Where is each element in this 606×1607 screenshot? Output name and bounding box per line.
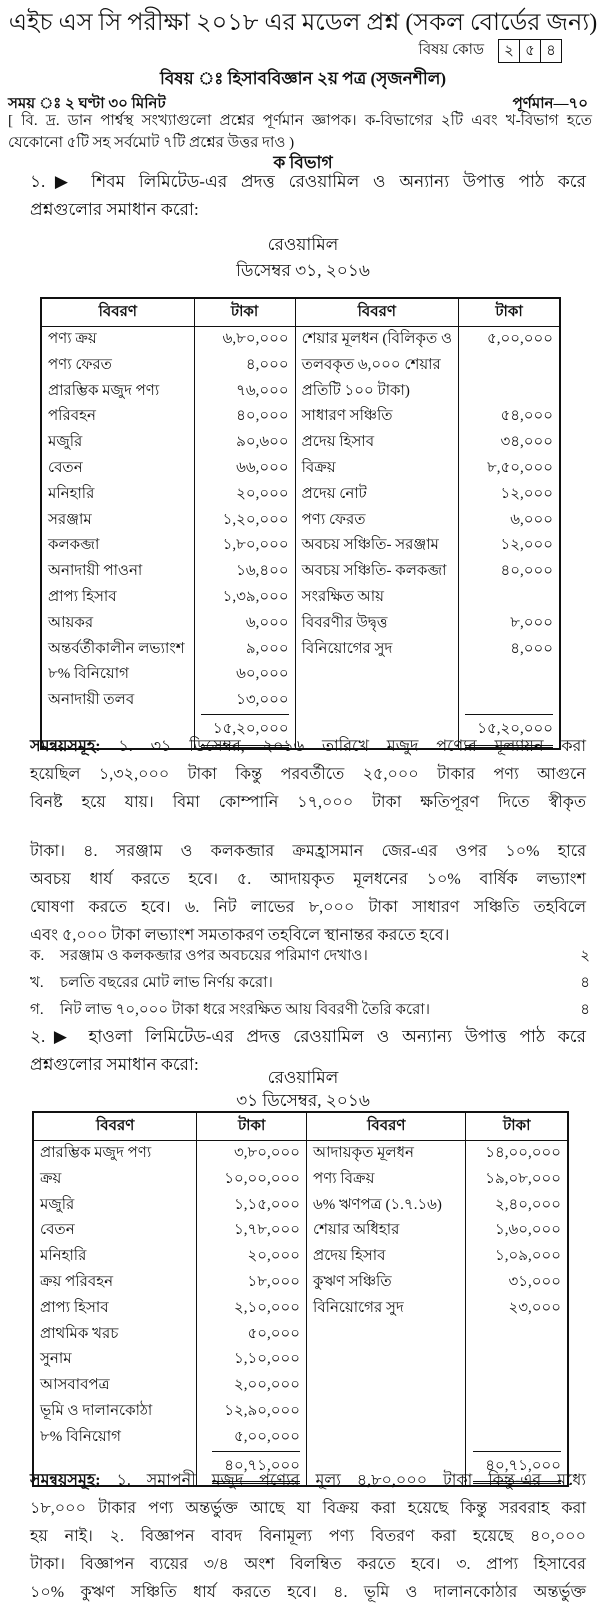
amount-cell [466, 1373, 568, 1399]
amount-cell: ১,৬০,০০০ [466, 1218, 568, 1244]
q1-intro-line: ১.▶ শিবম লিমিটেড-এর প্রদত্ত রেওয়ামিল ও অন্যান্য উপাত্ত পাঠ করে [30, 172, 586, 191]
q1-table-date: ডিসেম্বর ৩১, ২০১৬ [236, 261, 370, 280]
particulars-cell: মজুরি [41, 430, 194, 456]
q1-intro-line: প্রশ্নগুলোর সমাধান করো: [30, 200, 199, 219]
q1-intro [30, 168, 586, 224]
q2-trial-balance-table [32, 1111, 569, 1487]
particulars-cell: অনাদায়ী পাওনা [41, 559, 194, 585]
amount-cell [466, 1399, 568, 1425]
col-header: বিবরণ [41, 298, 194, 327]
question-item [30, 943, 590, 970]
note-line: যেকোনো ৫টি সহ সর্বমোট ৭টি প্রশ্নের উত্তর দাও ) [8, 135, 295, 151]
amount-cell: ১,১০,০০০ [197, 1347, 307, 1373]
subject-code-label: বিষয় কোড [418, 42, 484, 58]
amount-cell: ১,২০,০০০ [194, 508, 295, 534]
question-label: খ. [30, 975, 44, 991]
table-row [33, 1167, 568, 1193]
particulars-cell [307, 1425, 466, 1451]
section-heading: ক বিভাগ [273, 153, 333, 172]
particulars-cell [307, 1373, 466, 1399]
adj-text: ১. ৩১ ডিসেম্বর, ২০১৬ তারিখে মজুদ পণ্যের মূল্যায়ন করা [100, 738, 586, 755]
q2-intro-line: ২.▶ হাওলা লিমিটেড-এর প্রদত্ত রেওয়ামিল ও অন্যান্য উপাত্ত পাঠ করে [30, 1027, 586, 1046]
particulars-cell: প্রদেয় হিসাব [295, 430, 458, 456]
table-row [41, 353, 560, 379]
amount-cell: ৬,০০০ [459, 508, 561, 534]
amount-cell: ৩১,০০০ [466, 1270, 568, 1296]
table-row [41, 662, 560, 688]
amount-cell: ১,৭৮,০০০ [197, 1218, 307, 1244]
amount-cell: ৬৬,০০০ [194, 456, 295, 482]
particulars-cell [295, 688, 458, 714]
amount-cell: ১২,০০০ [459, 533, 561, 559]
question-text: চলতি বছরের মোট লাভ নির্ণয় করো। [60, 975, 273, 991]
particulars-cell: ক্রয় পরিবহন [33, 1270, 197, 1296]
particulars-cell: বিনিয়োগের সুদ [295, 637, 458, 663]
amount-cell: ১৪,০০,০০০ [466, 1141, 568, 1167]
particulars-cell: শেয়ার অধিহার [307, 1218, 466, 1244]
exam-time: সময় ঃ ২ ঘণ্টা ৩০ মিনিট [8, 96, 166, 112]
particulars-cell: অন্তর্বর্তীকালীন লভ্যাংশ [41, 637, 194, 663]
particulars-cell: ৮% বিনিয়োগ [41, 662, 194, 688]
amount-cell: ৬,০০০ [194, 611, 295, 637]
adj-line: হয়েছিল ১,৩২,০০০ টাকা কিন্তু পরবর্তীতে ২৫,০০০ টাকার পণ্য আগুনে [30, 766, 586, 783]
subject-code [419, 38, 562, 63]
particulars-cell: কলকব্জা [41, 533, 194, 559]
adj-line: হয় নাই। ২. বিজ্ঞাপন বাবদ বিনামূল্য পণ্য বিতরণ করা হয়েছে ৪০,০০০ [30, 1528, 586, 1545]
particulars-cell: প্রারম্ভিক মজুদ পণ্য [41, 379, 194, 405]
question-text: নিট লাভ ৭০,০০০ টাকা ধরে সংরক্ষিত আয় বিবরণী তৈরি করো। [60, 1002, 431, 1018]
amount-cell: ৬০,০০০ [194, 662, 295, 688]
col-header: টাকা [466, 1112, 568, 1141]
table-row [41, 688, 560, 714]
amount-cell: ৮,৫০,০০০ [459, 456, 561, 482]
exam-title: এইচ এস সি পরীক্ষা ২০১৮ এর মডেল প্রশ্ন (সকল বোর্ডের জন্য) [8, 10, 598, 36]
particulars-cell: মনিহারি [33, 1244, 197, 1270]
note-line: [ বি. দ্র. ডান পার্শ্বস্থ সংখ্যাগুলো প্রশ্নের পূর্ণমান জ্ঞাপক। ক-বিভাগের ২টি এবং খ-বিভাগ হতে [8, 113, 592, 129]
amount-cell: ৫৪,০০০ [459, 404, 561, 430]
col-header: বিবরণ [33, 1112, 197, 1141]
amount-cell: ১৬,৪০০ [194, 559, 295, 585]
question-item [30, 997, 590, 1024]
amount-cell: ১৯,০৮,০০০ [466, 1167, 568, 1193]
q1-adjustments-a [30, 733, 586, 817]
table-row [33, 1141, 568, 1167]
question-label: গ. [30, 1002, 44, 1018]
table-row [41, 430, 560, 456]
amount-cell: ১,৮০,০০০ [194, 533, 295, 559]
total-amount: ৪০,৭১,০০০ [212, 1451, 300, 1485]
amount-cell: ১,৩৯,০০০ [194, 585, 295, 611]
amount-cell [466, 1347, 568, 1373]
adj-line: টাকা। বিজ্ঞাপন ব্যয়ের ৩/৪ অংশ বিলম্বিত করতে হবে। ৩. প্রাপ্য হিসাবের [30, 1556, 586, 1573]
amount-cell: ২০,০০০ [194, 482, 295, 508]
particulars-cell: আয়কর [41, 611, 194, 637]
particulars-cell: প্রাপ্য হিসাব [33, 1296, 197, 1322]
particulars-cell: সাধারণ সঞ্চিতি [295, 404, 458, 430]
amount-cell: ১২,৯০,০০০ [197, 1399, 307, 1425]
adj-heading: সমন্বয়সমূহ: [30, 1472, 101, 1489]
table-row [41, 611, 560, 637]
adj-heading: সমন্বয়সমূহ: [30, 738, 101, 755]
amount-cell: ৭৬,০০০ [194, 379, 295, 405]
amount-cell: ৫,০০,০০০ [459, 327, 561, 353]
amount-cell: ৮,০০০ [459, 611, 561, 637]
table-row [33, 1244, 568, 1270]
code-digit: ৪ [540, 40, 561, 62]
adj-line [30, 1467, 586, 1495]
particulars-cell: পরিবহন [41, 404, 194, 430]
amount-cell [466, 1425, 568, 1451]
amount-cell: ৩৪,০০০ [459, 430, 561, 456]
amount-cell: ২,১০,০০০ [197, 1296, 307, 1322]
q2-adjustments [30, 1467, 586, 1607]
particulars-cell: বিবরণীর উদ্বৃত্ত [295, 611, 458, 637]
adj-line: ১৮,০০০ টাকার পণ্য অন্তর্ভুক্ত আছে যা বিক্রয় করা হয়েছে কিন্তু সরবরাহ করা [30, 1500, 586, 1517]
particulars-cell: প্রারম্ভিক মজুদ পণ্য [33, 1141, 197, 1167]
particulars-cell: পণ্য ফেরত [295, 508, 458, 534]
particulars-cell [295, 662, 458, 688]
particulars-cell: অবচয় সঞ্চিতি- কলকব্জা [295, 559, 458, 585]
table-row [33, 1322, 568, 1348]
q2-intro-line: প্রশ্নগুলোর সমাধান করো: [30, 1055, 199, 1074]
total-amount: ৪০,৭১,০০০ [473, 1451, 561, 1485]
particulars-cell: অবচয় সঞ্চিতি- সরঞ্জাম [295, 533, 458, 559]
amount-cell: ৫০,০০০ [197, 1322, 307, 1348]
particulars-cell: প্রাপ্য হিসাব [41, 585, 194, 611]
table-row [33, 1270, 568, 1296]
particulars-cell: তলবকৃত ৬,০০০ শেয়ার [295, 353, 458, 379]
particulars-cell [307, 1322, 466, 1348]
amount-cell: ১২,০০০ [459, 482, 561, 508]
particulars-cell: মনিহারি [41, 482, 194, 508]
subject-code-box [498, 39, 562, 63]
particulars-cell: বিক্রয় [295, 456, 458, 482]
amount-cell: ৩,৮০,০০০ [197, 1141, 307, 1167]
amount-cell: ২০,০০০ [197, 1244, 307, 1270]
adj-line: বিনষ্ট হয়ে যায়। বিমা কোম্পানি ১৭,০০০ টাকা ক্ষতিপূরণ দিতে স্বীকৃত [30, 794, 586, 811]
subject-heading: বিষয় ঃ হিসাববিজ্ঞান ২য় পত্র (সৃজনশীল) [159, 69, 447, 88]
amount-cell: ১৩,০০০ [194, 688, 295, 714]
q1-table-title: রেওয়ামিল [267, 235, 339, 254]
code-digit: ২ [504, 42, 514, 59]
q1-questions [30, 943, 590, 1024]
amount-cell [466, 1322, 568, 1348]
q2-table-title: রেওয়ামিল [267, 1068, 339, 1087]
particulars-cell: প্রাথমিক খরচ [33, 1322, 197, 1348]
col-header: টাকা [459, 298, 561, 327]
question-marks: ৪ [580, 1002, 590, 1018]
amount-cell [459, 662, 561, 688]
amount-cell: ৪০,০০০ [459, 559, 561, 585]
q1-adjustments-b [30, 838, 586, 950]
total-amount: ১৫,২০,০০০ [201, 714, 289, 748]
question-marks: ৪ [580, 975, 590, 991]
full-marks: পূর্ণমান—৭০ [512, 96, 588, 112]
particulars-cell: সরঞ্জাম [41, 508, 194, 534]
amount-cell [459, 353, 561, 379]
adj-line: ঘোষণা করতে হবে। ৬. নিট লাভের ৮,০০০ টাকা সাধারণ সঞ্চিতি তহবিলে [30, 899, 586, 916]
question-label: ক. [30, 948, 45, 964]
col-header: টাকা [194, 298, 295, 327]
particulars-cell: পণ্য ফেরত [41, 353, 194, 379]
table-row [41, 404, 560, 430]
amount-cell: ৯,০০০ [194, 637, 295, 663]
adj-line: টাকা। ৪. সরঞ্জাম ও কলকব্জার ক্রমহ্রাসমান জের-এর ওপর ১০% হারে [30, 843, 586, 860]
particulars-cell: ভূমি ও দালানকোঠা [33, 1399, 197, 1425]
amount-cell [459, 688, 561, 714]
table-row [41, 585, 560, 611]
particulars-cell: ক্রয় [33, 1167, 197, 1193]
amount-cell: ৬,৮০,০০০ [194, 327, 295, 353]
particulars-cell: পণ্য বিক্রয় [307, 1167, 466, 1193]
amount-cell [459, 585, 561, 611]
particulars-cell: বিনিয়োগের সুদ [307, 1296, 466, 1322]
adj-line: অবচয় ধার্য করতে হবে। ৫. আদায়কৃত মূলধনের ১০% বার্ষিক লভ্যাংশ [30, 871, 586, 888]
col-header: বিবরণ [295, 298, 458, 327]
question-text: সরঞ্জাম ও কলকব্জার ওপর অবচয়ের পরিমাণ দেখাও। [60, 948, 368, 964]
table-row [41, 533, 560, 559]
table-row [33, 1373, 568, 1399]
particulars-cell: কুঋণ সঞ্চিতি [307, 1270, 466, 1296]
adj-text: ১. সমাপনী মজুদ পণ্যের মূল্য ৪,৮০,০০০ টাকা কিন্তু-এর মধ্যে [100, 1472, 586, 1489]
q1-trial-balance-table [40, 297, 561, 750]
amount-cell: ৪,০০০ [459, 637, 561, 663]
table-row [33, 1193, 568, 1219]
particulars-cell: আসবাবপত্র [33, 1373, 197, 1399]
question-marks: ২ [580, 948, 590, 964]
amount-cell: ১০,০০,০০০ [197, 1167, 307, 1193]
adj-line [30, 733, 586, 761]
table-row [33, 1296, 568, 1322]
particulars-cell: মজুরি [33, 1193, 197, 1219]
code-digit: ৫ [519, 40, 540, 62]
table-row [41, 559, 560, 585]
amount-cell: ২,৪০,০০০ [466, 1193, 568, 1219]
table-header-row [41, 298, 560, 327]
particulars-cell: বেতন [33, 1218, 197, 1244]
amount-cell: ৯০,৬০০ [194, 430, 295, 456]
total-amount: ১৫,২০,০০০ [465, 714, 553, 748]
amount-cell: ৪,০০০ [194, 353, 295, 379]
particulars-cell: প্রদেয় নোট [295, 482, 458, 508]
amount-cell: ১৮,০০০ [197, 1270, 307, 1296]
question-item [30, 970, 590, 997]
particulars-cell: শেয়ার মূলধন (বিলিকৃত ও [295, 327, 458, 353]
table-row [41, 379, 560, 405]
particulars-cell [307, 1347, 466, 1373]
particulars-cell: সুনাম [33, 1347, 197, 1373]
amount-cell: ২৩,০০০ [466, 1296, 568, 1322]
particulars-cell: প্রদেয় হিসাব [307, 1244, 466, 1270]
particulars-cell: ৬% ঋণপত্র (১.৭.১৬) [307, 1193, 466, 1219]
particulars-cell: অনাদায়ী তলব [41, 688, 194, 714]
table-row [41, 327, 560, 353]
table-row [33, 1399, 568, 1425]
particulars-cell: সংরক্ষিত আয় [295, 585, 458, 611]
table-header-row [33, 1112, 568, 1141]
particulars-cell: বেতন [41, 456, 194, 482]
table-row [33, 1425, 568, 1451]
table-row [33, 1347, 568, 1373]
amount-cell [459, 379, 561, 405]
adj-line: এবং ৫,০০০ টাকা লভ্যাংশ সমতাকরণ তহবিলে স্থানান্তর করতে হবে। [30, 927, 450, 944]
col-header: বিবরণ [307, 1112, 466, 1141]
amount-cell: ১,১৫,০০০ [197, 1193, 307, 1219]
adj-line: ১০% কুঋণ সঞ্চিতি ধার্য করতে হবে। ৪. ভূমি ও দালানকোঠার অন্তর্ভুক্ত [30, 1584, 586, 1601]
table-row [41, 456, 560, 482]
particulars-cell: আদায়কৃত মূলধন [307, 1141, 466, 1167]
instruction-note [8, 110, 592, 154]
table-row [33, 1218, 568, 1244]
particulars-cell: পণ্য ক্রয় [41, 327, 194, 353]
amount-cell: ২,০০,০০০ [197, 1373, 307, 1399]
particulars-cell: প্রতিটি ১০০ টাকা) [295, 379, 458, 405]
particulars-cell: ৮% বিনিয়োগ [33, 1425, 197, 1451]
q2-table-date: ৩১ ডিসেম্বর, ২০১৬ [236, 1091, 370, 1110]
amount-cell: ১,০৯,০০০ [466, 1244, 568, 1270]
table-row [41, 508, 560, 534]
particulars-cell [307, 1399, 466, 1425]
amount-cell: ৫,০০,০০০ [197, 1425, 307, 1451]
col-header: টাকা [197, 1112, 307, 1141]
table-row [41, 482, 560, 508]
table-row [41, 637, 560, 663]
amount-cell: ৪০,০০০ [194, 404, 295, 430]
